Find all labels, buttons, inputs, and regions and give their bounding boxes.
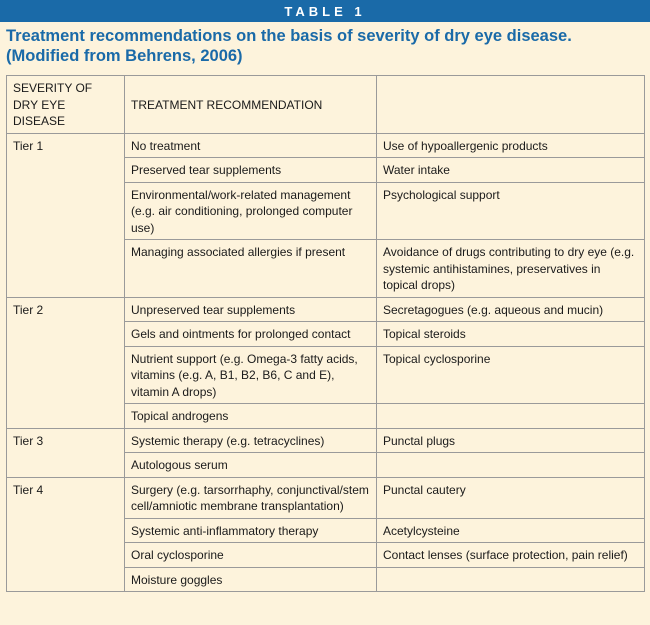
header-treatment-recommendation: TREATMENT RECOMMENDATION [125, 76, 377, 134]
treatment-cell: Gels and ointments for prolonged contact [125, 322, 377, 347]
header-severity: SEVERITY OF DRY EYE DISEASE [7, 76, 125, 134]
table-row [7, 297, 645, 322]
additional-treatment-cell: Contact lenses (surface protection, pain relief) [377, 543, 645, 568]
table-row [7, 477, 645, 518]
treatment-cell: Systemic anti-inflammatory therapy [125, 518, 377, 543]
treatment-cell: Moisture goggles [125, 567, 377, 592]
tier-label: Tier 3 [7, 428, 125, 477]
table-title [0, 22, 650, 66]
table-title-line-1: Treatment recommendations on the basis of severity of dry eye disease. [6, 27, 572, 45]
treatment-cell: Autologous serum [125, 453, 377, 478]
treatment-cell: Systemic therapy (e.g. tetracyclines) [125, 428, 377, 453]
treatment-cell: Preserved tear supplements [125, 158, 377, 183]
treatment-cell: No treatment [125, 133, 377, 158]
treatment-cell: Oral cyclosporine [125, 543, 377, 568]
additional-treatment-cell: Topical cyclosporine [377, 346, 645, 404]
additional-treatment-cell: Punctal cautery [377, 477, 645, 518]
tier-label: Tier 1 [7, 133, 125, 297]
treatment-cell: Unpreserved tear supplements [125, 297, 377, 322]
treatment-cell: Environmental/work-related management (e.g. air conditioning, prolonged computer use) [125, 182, 377, 240]
additional-treatment-cell [377, 453, 645, 478]
additional-treatment-cell [377, 567, 645, 592]
table-number-banner [0, 0, 650, 22]
additional-treatment-cell: Use of hypoallergenic products [377, 133, 645, 158]
additional-treatment-cell: Topical steroids [377, 322, 645, 347]
additional-treatment-cell: Punctal plugs [377, 428, 645, 453]
tier-label: Tier 2 [7, 297, 125, 428]
treatment-table [6, 75, 645, 592]
treatment-cell: Nutrient support (e.g. Omega-3 fatty acids, vitamins (e.g. A, B1, B2, B6, C and E), vitamin A drops) [125, 346, 377, 404]
additional-treatment-cell: Acetylcysteine [377, 518, 645, 543]
header-blank [377, 76, 645, 134]
table-number-label: TABLE 1 [284, 3, 366, 19]
tier-label: Tier 4 [7, 477, 125, 592]
additional-treatment-cell: Avoidance of drugs contributing to dry eye (e.g. systemic antihistamines, preservatives in topical drops) [377, 240, 645, 298]
additional-treatment-cell: Secretagogues (e.g. aqueous and mucin) [377, 297, 645, 322]
table-body [7, 133, 645, 592]
additional-treatment-cell [377, 404, 645, 429]
treatment-cell: Surgery (e.g. tarsorrhaphy, conjunctival/stem cell/amniotic membrane transplantation) [125, 477, 377, 518]
table-header-row [7, 76, 645, 134]
table-row [7, 428, 645, 453]
additional-treatment-cell: Water intake [377, 158, 645, 183]
treatment-cell: Managing associated allergies if present [125, 240, 377, 298]
table-row [7, 133, 645, 158]
additional-treatment-cell: Psychological support [377, 182, 645, 240]
table-title-line-2: (Modified from Behrens, 2006) [6, 47, 243, 65]
treatment-cell: Topical androgens [125, 404, 377, 429]
